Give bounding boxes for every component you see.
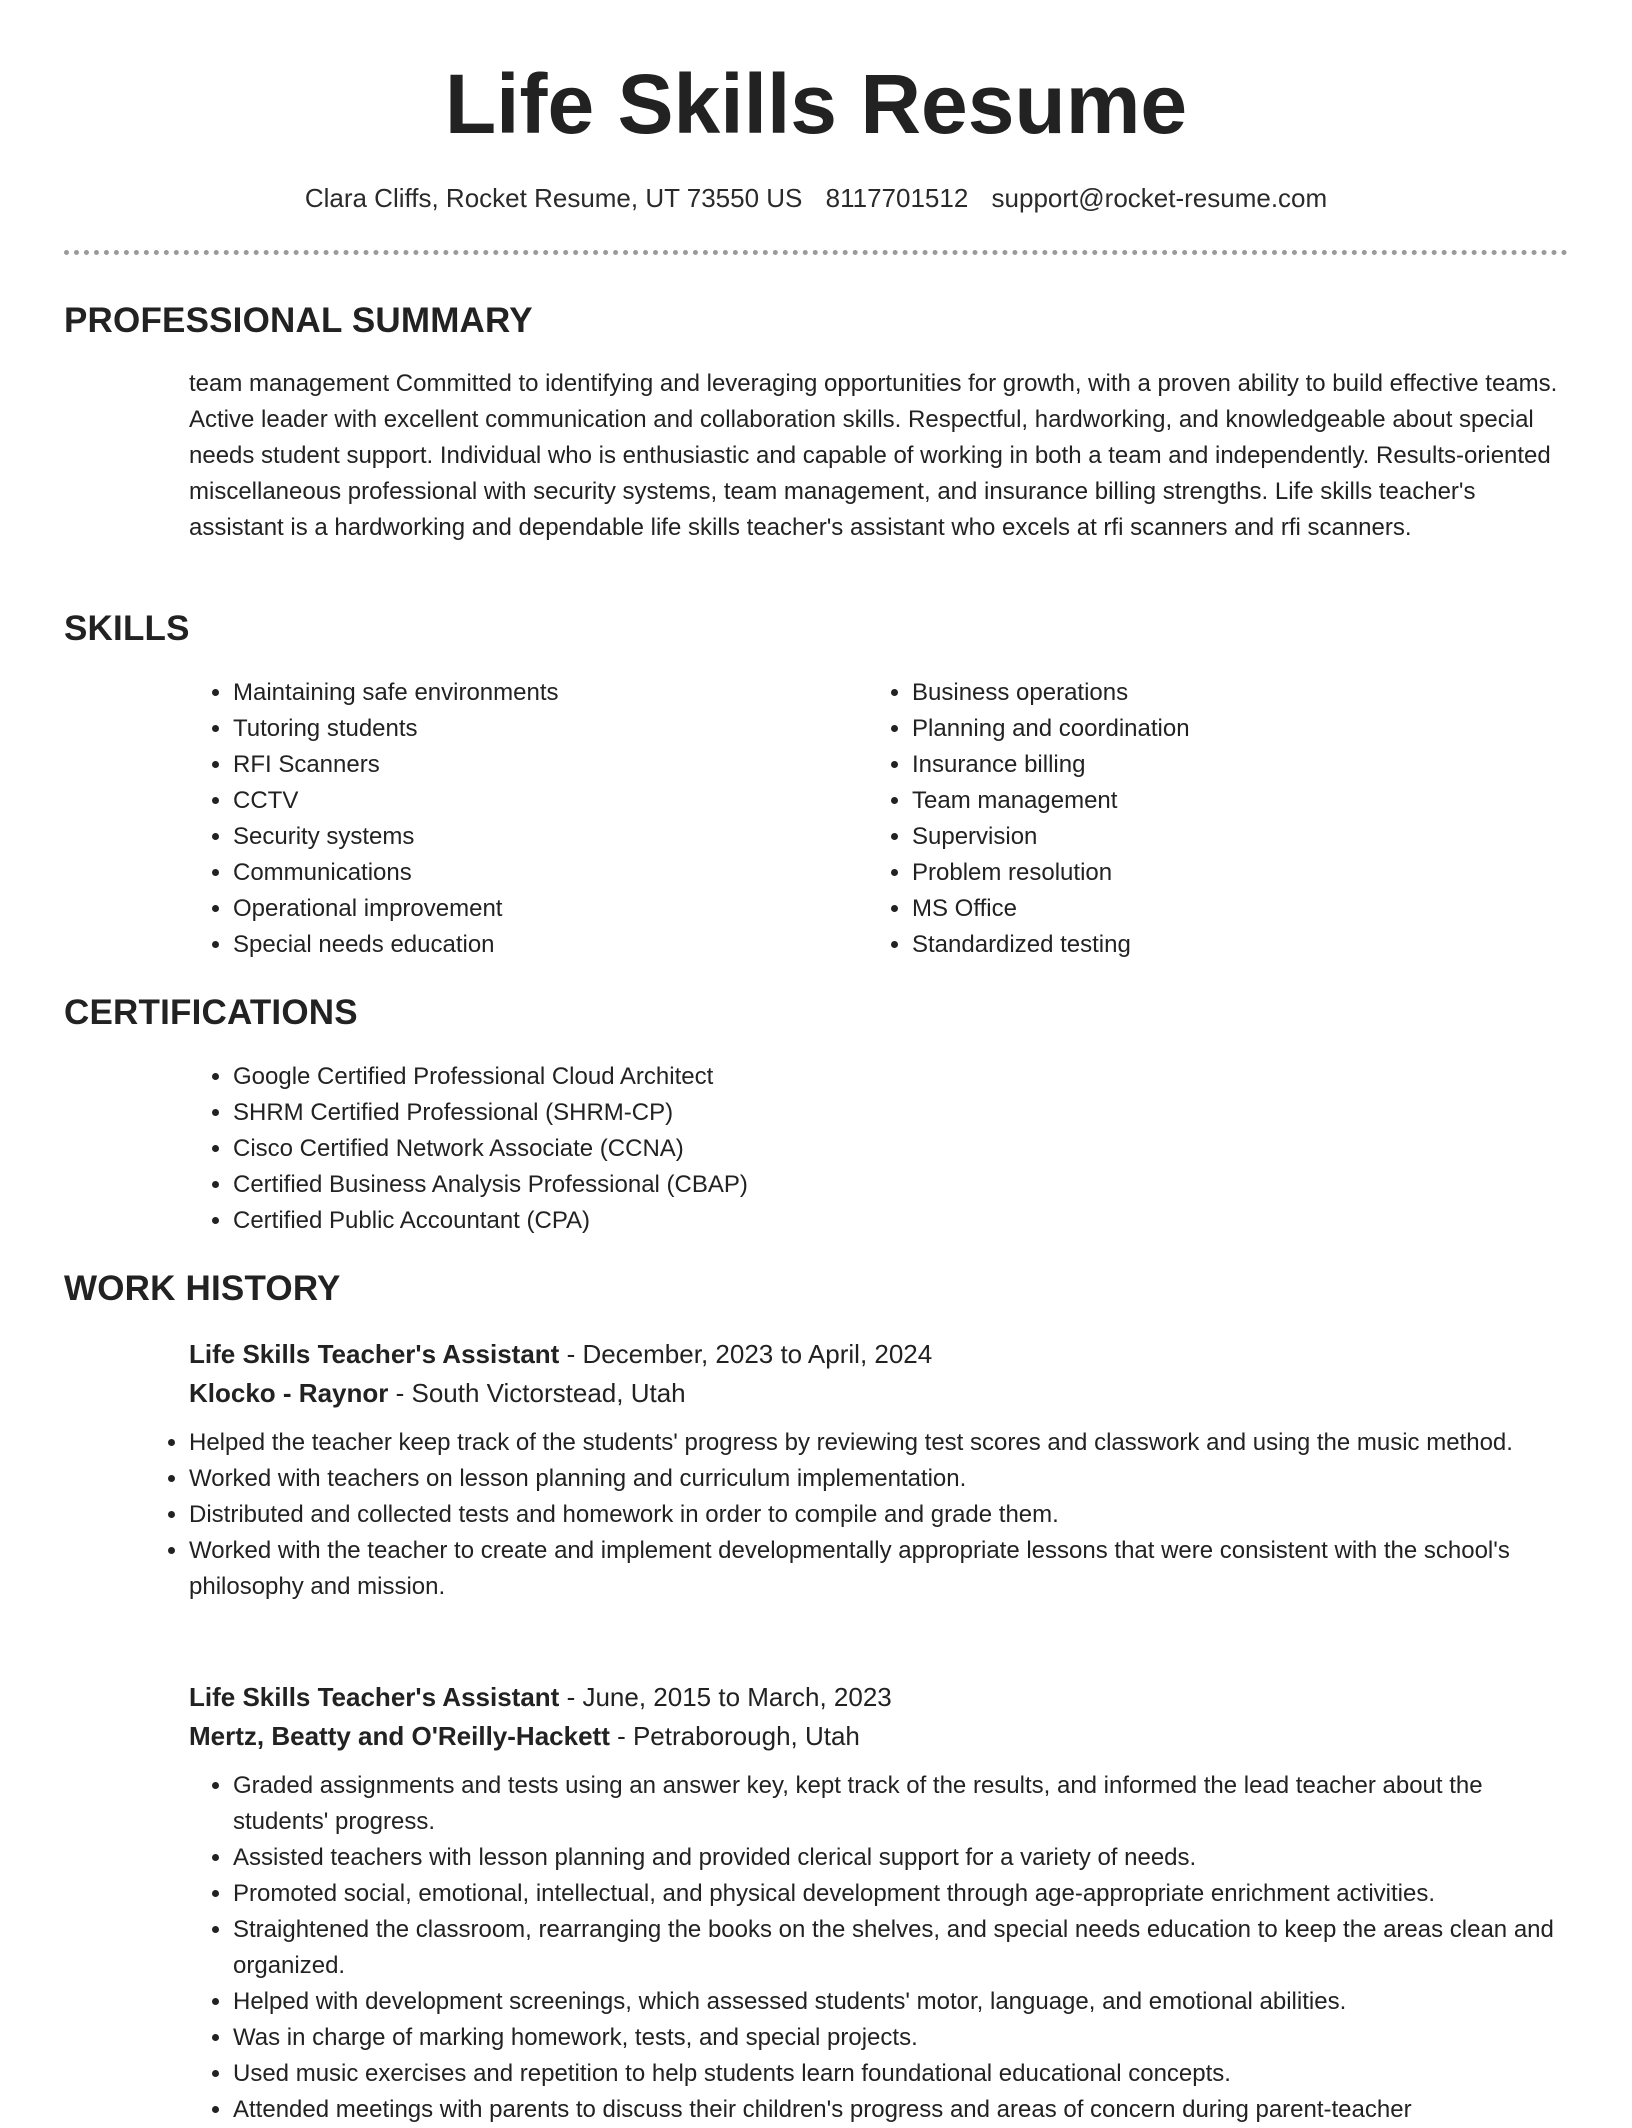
skill-item: • Business operations (912, 675, 1508, 711)
skills-list-left (189, 675, 829, 963)
job-entry (189, 1335, 1559, 1605)
job-bullet: • Worked with the teacher to create and implement developmentally appropriate lessons that were consistent with the school's philosophy and mission. (189, 1533, 1559, 1605)
skill-item: • Problem resolution (912, 855, 1508, 891)
skills-column-left (189, 675, 829, 963)
skill-item: • Security systems (233, 819, 829, 855)
skill-item: • Supervision (912, 819, 1508, 855)
certifications-list (189, 1059, 1189, 1239)
skill-item: • Planning and coordination (912, 711, 1508, 747)
job-dates: - December, 2023 to April, 2024 (559, 1339, 933, 1369)
skills-heading: SKILLS (64, 609, 190, 648)
skills-list-right (868, 675, 1508, 963)
job-bullets (145, 1425, 1559, 1605)
skill-item: • CCTV (233, 783, 829, 819)
certification-item: • Google Certified Professional Cloud Architect (233, 1059, 1189, 1095)
skill-item: • Operational improvement (233, 891, 829, 927)
job-company-line (189, 1717, 1559, 1756)
skill-item: • RFI Scanners (233, 747, 829, 783)
job-company: Mertz, Beatty and O'Reilly-Hackett (189, 1721, 610, 1751)
job-title-line (189, 1678, 1559, 1717)
job-bullet: • Worked with teachers on lesson planning and curriculum implementation. (189, 1461, 1559, 1497)
certification-item: • Cisco Certified Network Associate (CCNA) (233, 1131, 1189, 1167)
job-bullet: • Distributed and collected tests and homework in order to compile and grade them. (189, 1497, 1559, 1533)
job-company: Klocko - Raynor (189, 1378, 389, 1408)
job-title-line (189, 1335, 1559, 1374)
work-history-heading: WORK HISTORY (64, 1269, 341, 1308)
contact-phone: 8117701512 (825, 183, 969, 213)
certification-item: • Certified Public Accountant (CPA) (233, 1203, 1189, 1239)
job-location: - Petraborough, Utah (609, 1721, 860, 1751)
contact-email: support@rocket-resume.com (991, 183, 1328, 213)
job-bullet: • Graded assignments and tests using an answer key, kept track of the results, and informed the lead teacher about the students' progress. (233, 1768, 1559, 1840)
job-bullet: • Attended meetings with parents to discuss their children's progress and areas of concern during parent-teacher (233, 2092, 1559, 2128)
skill-item: • Maintaining safe environments (233, 675, 829, 711)
job-bullets (189, 1768, 1559, 2128)
job-dates: - June, 2015 to March, 2023 (559, 1682, 892, 1712)
certification-item: • Certified Business Analysis Professional (CBAP) (233, 1167, 1189, 1203)
job-bullet: • Helped with development screenings, which assessed students' motor, language, and emotional abilities. (233, 1984, 1559, 2020)
job-bullet: • Used music exercises and repetition to help students learn foundational educational concepts. (233, 2056, 1559, 2092)
job-entry (189, 1678, 1559, 2128)
job-company-line (189, 1374, 1559, 1413)
summary-text: team management Committed to identifying and leveraging opportunities for growth, with a proven ability to build effective teams. Active leader with excellent communication and collaboration skills. Respectful, hardworking, and knowledgeable about special needs student support. Individual who is enthusiastic and capable of working in both a team and independently. Results-oriented miscellaneous professional with security systems, team management, and insurance billing strengths. Life skills teacher's assistant is a hardworking and dependable life skills teacher's assistant who excels at rfi scanners and rfi scanners. (189, 370, 1558, 541)
certifications-heading: CERTIFICATIONS (64, 993, 358, 1032)
skill-item: • Communications (233, 855, 829, 891)
skill-item: • Insurance billing (912, 747, 1508, 783)
resume-title: Life Skills Resume (444, 57, 1188, 151)
job-bullet: • Assisted teachers with lesson planning and provided clerical support for a variety of needs. (233, 1840, 1559, 1876)
job-title: Life Skills Teacher's Assistant (189, 1339, 560, 1369)
skill-item: • Team management (912, 783, 1508, 819)
summary-heading: PROFESSIONAL SUMMARY (64, 301, 533, 340)
job-bullet: • Straightened the classroom, rearranging the books on the shelves, and special needs education to keep the areas clean and organized. (233, 1912, 1559, 1984)
contact-address: Clara Cliffs, Rocket Resume, UT 73550 US (304, 183, 803, 213)
skill-item: • Special needs education (233, 927, 829, 963)
job-bullet: • Helped the teacher keep track of the students' progress by reviewing test scores and classwork and using the music method. (189, 1425, 1559, 1461)
certifications-block (189, 1059, 1189, 1239)
job-bullet: • Was in charge of marking homework, tests, and special projects. (233, 2020, 1559, 2056)
job-location: - South Victorstead, Utah (388, 1378, 686, 1408)
skill-item: • Standardized testing (912, 927, 1508, 963)
job-bullet: • Promoted social, emotional, intellectual, and physical development through age-appropriate enrichment activities. (233, 1876, 1559, 1912)
job-title: Life Skills Teacher's Assistant (189, 1682, 560, 1712)
certification-item: • SHRM Certified Professional (SHRM-CP) (233, 1095, 1189, 1131)
skill-item: • MS Office (912, 891, 1508, 927)
contact-line (0, 180, 1632, 216)
skill-item: • Tutoring students (233, 711, 829, 747)
skills-column-right (868, 675, 1508, 963)
header-divider (64, 250, 1568, 255)
